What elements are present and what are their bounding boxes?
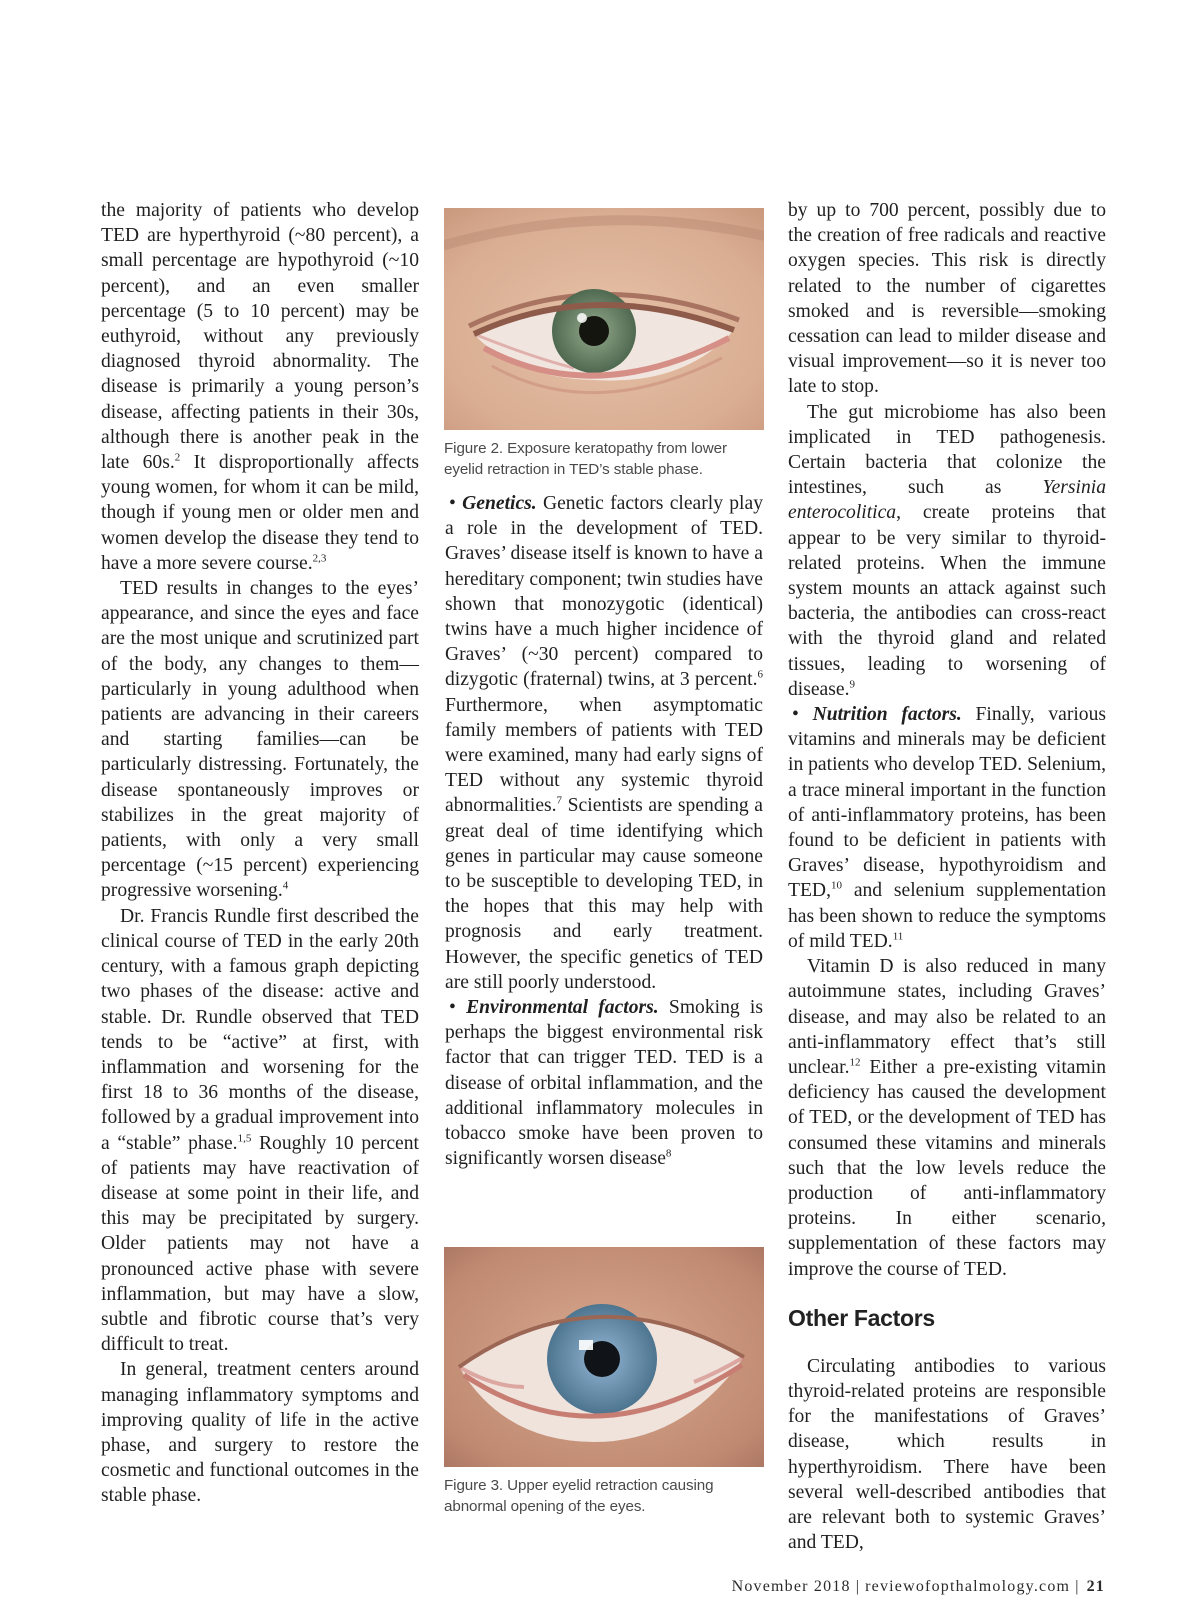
reference-mark: 6 xyxy=(757,668,763,681)
footer-separator: | xyxy=(855,1578,861,1595)
page-footer xyxy=(732,1578,1105,1596)
bullet-genetics: • Genetics. Genetic factors clearly play a role in the development of TED. Graves’ disease itself is known to have a hereditary component; twin studies have shown that monozygotic (identical) twins have a much higher incidence of Graves’ (~30 percent) compared to dizygotic (fraternal) twins, at 3 percent.$^6$ Furthermore, when asymptomatic family members of patients with TED were examined, many had early signs of TED without any systemic thyroid abnormalities.$^7$ Scientists are spending a great deal of time identifying which genes in particular may cause someone to be susceptible to developing TED, in the hopes that this may help with prognosis and early treatment. However, the specific genetics of TED are still poorly understood. xyxy=(445,493,763,993)
paragraph: TED results in changes to the eyes’ appearance, and since the eyes and face are the most unique and scrutinized part of the body, any changes to them—particularly in young adulthood when patients are advancing in their careers and starting families—can be particularly distressing. Fortunately, the disease spontaneously improves or stabilizes in the great majority of patients, with only a very small percentage (~15 percent) experiencing progressive worsening.$^4$ xyxy=(101,578,419,902)
bullet-environmental: • Environmental factors. Smoking is perhaps the biggest environmental risk factor that can trigger TED. TED is a disease of orbital inflammation, and the additional inflammatory molecules in tobacco smoke have been proven to significantly worsen disease$^8$ xyxy=(445,997,763,1170)
paragraph: Dr. Francis Rundle first described the clinical course of TED in the early 20th century, with a famous graph depicting two phases of the disease: active and stable. Dr. Rundle observed that TED tends to be “active” at first, with inflammation and worsening for the first 18 to 36 months of the disease, followed by a gradual improvement into a “stable” phase.$^{1,5}$ Roughly 10 percent of patients may have reactivation of disease at some point in their life, and this may be precipitated by surgery. Older patients may not have a pronounced active phase with severe inflammation, but may have a slow, subtle and fibrotic course that’s very difficult to treat. xyxy=(101,905,419,1356)
website-link[interactable]: reviewofopthalmology.com xyxy=(865,1578,1071,1595)
reference-mark: 4 xyxy=(282,879,289,892)
reference-mark: 7 xyxy=(556,794,563,807)
reference-mark: 11 xyxy=(892,930,904,943)
reference-mark: 2 xyxy=(174,451,181,464)
reference-mark: 2,3 xyxy=(312,552,327,565)
figure-2 xyxy=(444,208,764,480)
issue-date: November 2018 xyxy=(731,1578,851,1595)
paragraph: The gut microbiome has also been implicated in TED pathogenesis. Certain bacteria that colonize the intestines, such as Yersinia enterocolitica, create proteins that appear to be very similar to thyroid-related proteins. When the immune system mounts an attack against such bacteria, the antibodies can cross-react with the thyroid gland and related tissues, leading to worsening of disease.$^9$ xyxy=(788,401,1106,700)
reference-mark: 10 xyxy=(831,879,842,892)
bullet-nutrition: • Nutrition factors. Finally, various vitamins and minerals may be deficient in patients who develop TED. Selenium, a trace mineral important in the function of anti-inflammatory proteins, has been found to be deficient in patients with Graves’ disease, hypothyroidism and TED,$^{10}$ and selenium supplementation has been shown to reduce the symptoms of mild TED.$^{11}$ xyxy=(788,704,1107,952)
paragraph: the majority of patients who develop TED are hyperthyroid (~80 percent), a small percentage are hypothyroid (~10 percent), and an even smaller percentage (5 to 10 percent) may be euthyroid, without any previously diagnosed thyroid abnormality. The disease is primarily a young person’s disease, affecting patients in their 30s, although there is another peak in the late 60s.$^2$ It disproportionally affects young women, for whom it can be mild, though if young men or older men and women develop the disease they tend to have a more severe course.$^{2,3}$ xyxy=(101,200,420,574)
eye-photo-icon xyxy=(444,208,764,430)
column-left xyxy=(101,198,419,1509)
reference-mark: 9 xyxy=(849,678,855,691)
section-heading: Other Factors xyxy=(788,1304,935,1331)
figure-caption: Figure 2. Exposure keratopathy from lower eyelid retraction in TED’s stable phase. xyxy=(444,440,727,478)
paragraph: In general, treatment centers around managing inflammatory symptoms and improving quality of life in the active phase, and surgery to restore the cosmetic and functional outcomes in the stable phase. xyxy=(101,1359,419,1507)
eye-retraction-image xyxy=(444,1247,764,1467)
column-right xyxy=(788,198,1106,1555)
paragraph: Vitamin D is also reduced in many autoimmune states, including Graves’ disease, and may also be related to an anti-inflammatory effect that’s still unclear.$^{12}$ Either a pre-existing vitamin deficiency has caused the development of TED, or the development of TED has consumed these vitamins and minerals such that the low levels reduce the production of anti-inflammatory proteins. In either scenario, supplementation of these factors may improve the course of TED. xyxy=(788,956,1106,1280)
eye-keratopathy-image xyxy=(444,208,764,430)
footer-separator: | xyxy=(1075,1578,1080,1595)
figure-3 xyxy=(444,1247,764,1517)
figure-caption: Figure 3. Upper eyelid retraction causing abnormal opening of the eyes. xyxy=(444,1477,714,1515)
eye-photo-icon xyxy=(444,1247,764,1467)
reference-mark: 12 xyxy=(849,1056,861,1069)
reference-mark: 8 xyxy=(665,1147,672,1160)
column-middle xyxy=(445,491,763,1171)
page-number: 21 xyxy=(1086,1578,1105,1595)
paragraph: by up to 700 percent, possibly due to the creation of free radicals and reactive oxygen species. This risk is directly related to the number of cigarettes smoked and is reversible—smoking cessation can lead to milder disease and visual improvement—so it is never too late to stop. xyxy=(788,200,1106,398)
paragraph: Circulating antibodies to various thyroid-related proteins are responsible for the manifestations of Graves’ disease, which results in hyperthyroidism. There have been several well-described antibodies that are relevant both to systemic Graves’ and TED, xyxy=(788,1355,1106,1554)
reference-mark: 1,5 xyxy=(237,1131,252,1144)
